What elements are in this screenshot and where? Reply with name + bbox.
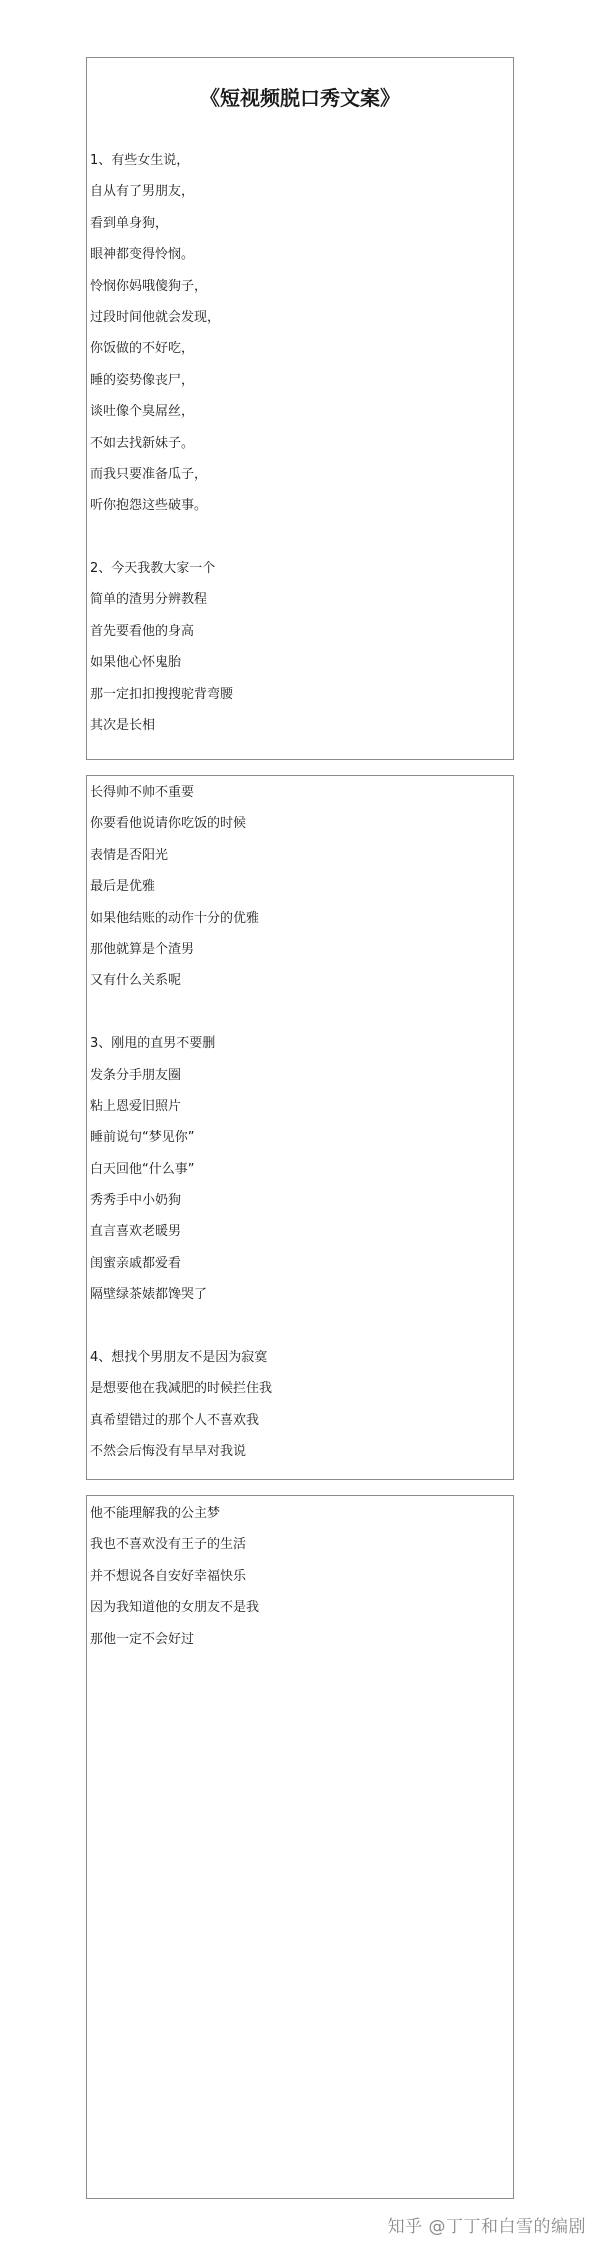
text-line: 睡前说句“梦见你” — [90, 1130, 195, 1146]
text-line: 怜悯你妈哦傻狗子， — [90, 278, 208, 294]
text-line: 自从有了男朋友， — [90, 184, 195, 200]
document-page-3 — [86, 1495, 514, 2199]
page-2-text — [87, 776, 513, 1468]
text-line: 不如去找新妹子。 — [90, 435, 195, 451]
text-line: 表情是否阳光 — [90, 847, 169, 863]
blank-line — [87, 1311, 513, 1342]
text-line: 其次是长相 — [90, 718, 156, 734]
text-line: 隔壁绿茶婊都馋哭了 — [90, 1287, 208, 1303]
text-line: 你饭做的不好吃， — [90, 341, 195, 357]
page-1-text — [87, 145, 513, 741]
blank-line — [87, 522, 513, 553]
text-line: 听你抱怨这些破事。 — [90, 498, 208, 514]
text-line: 4、想找个男朋友不是因为寂寞 — [90, 1350, 268, 1366]
text-line: 不然会后悔没有早早对我说 — [90, 1444, 247, 1460]
text-line: 长得帅不帅不重要 — [90, 785, 195, 800]
text-line: 是想要他在我减肥的时候拦住我 — [90, 1381, 273, 1397]
text-line: 闺蜜亲戚都爱看 — [90, 1255, 182, 1271]
text-line: 我也不喜欢没有王子的生活 — [90, 1537, 247, 1553]
blank-line — [87, 997, 513, 1028]
text-line: 谈吐像个臭屌丝， — [90, 404, 195, 420]
text-line: 过段时间他就会发现， — [90, 309, 221, 325]
text-line: 如果他心怀鬼胎 — [90, 655, 182, 671]
zhihu-watermark: 知乎 @丁丁和白雪的编剧 — [387, 2217, 586, 2237]
text-line: 1、有些女生说， — [90, 153, 190, 168]
text-line: 那他就算是个渣男 — [90, 941, 195, 957]
page-3-text — [87, 1496, 513, 1655]
text-line: 发条分手朋友圈 — [90, 1067, 182, 1083]
text-line: 粘上恩爱旧照片 — [90, 1098, 182, 1114]
document-page-1 — [86, 57, 514, 760]
text-line: 真希望错过的那个人不喜欢我 — [90, 1412, 260, 1428]
text-line: 并不想说各自安好幸福快乐 — [90, 1568, 247, 1584]
text-line: 那他一定不会好过 — [90, 1631, 195, 1647]
document-title: 《短视频脱口秀文案》 — [200, 86, 400, 110]
text-line: 直言喜欢老暖男 — [90, 1224, 182, 1240]
text-line: 白天回他“什么事” — [90, 1161, 195, 1177]
text-line: 因为我知道他的女朋友不是我 — [90, 1600, 260, 1616]
text-line: 眼神都变得怜悯。 — [90, 247, 195, 263]
text-line: 首先要看他的身高 — [90, 623, 195, 639]
text-line: 睡的姿势像丧尸， — [90, 372, 195, 388]
text-line: 秀秀手中小奶狗 — [90, 1193, 182, 1209]
text-line: 而我只要准备瓜子， — [90, 466, 208, 482]
text-line: 3、刚甩的直男不要删 — [90, 1036, 216, 1052]
document-page-2 — [86, 775, 514, 1480]
text-line: 看到单身狗， — [90, 215, 169, 231]
text-line: 又有什么关系呢 — [90, 973, 182, 989]
text-line: 2、今天我教大家一个 — [90, 561, 216, 577]
text-line: 你要看他说请你吃饭的时候 — [90, 816, 247, 832]
text-line: 简单的渣男分辨教程 — [90, 592, 208, 608]
text-line: 最后是优雅 — [90, 879, 156, 895]
text-line: 他不能理解我的公主梦 — [90, 1506, 221, 1521]
text-line: 如果他结账的动作十分的优雅 — [90, 910, 260, 926]
text-line: 那一定扣扣搜搜驼背弯腰 — [90, 686, 234, 702]
